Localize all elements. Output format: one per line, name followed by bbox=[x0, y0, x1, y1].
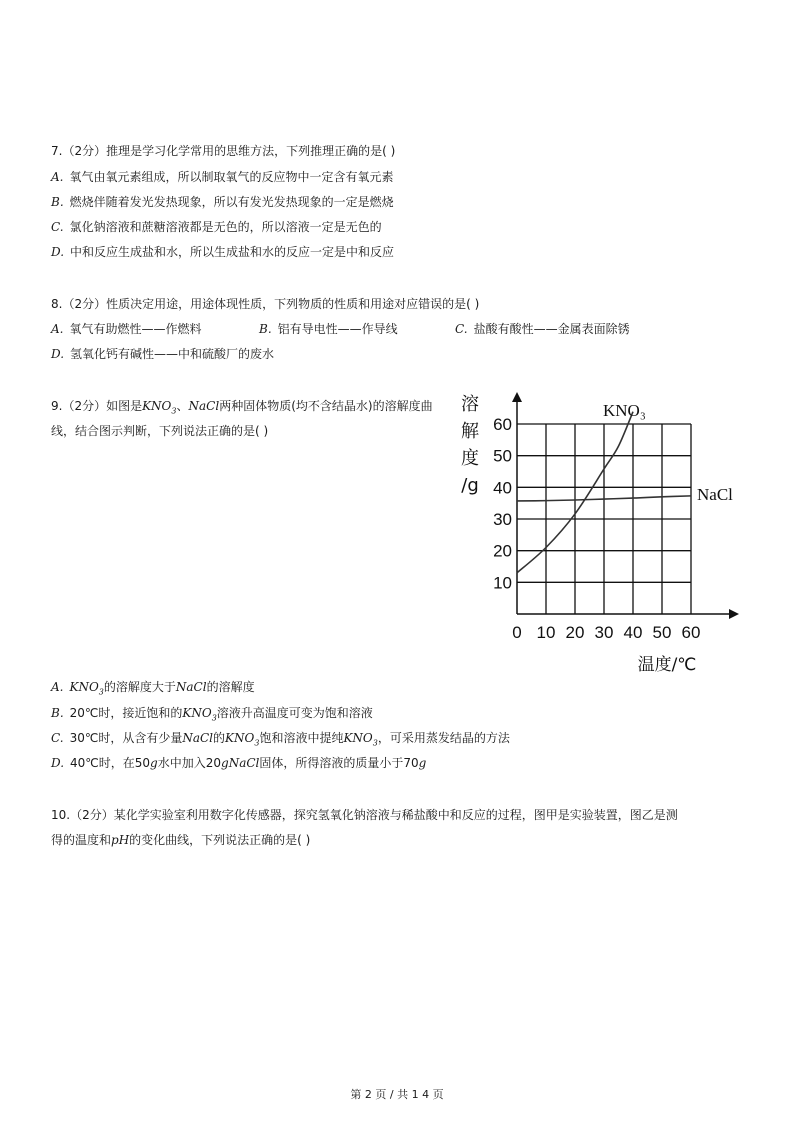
q9-option-a bbox=[51, 679, 255, 700]
y-axis-label-char: 解 bbox=[461, 421, 479, 442]
q10-stem-prefix: 得的温度和 bbox=[51, 833, 112, 847]
x-tick-label: 20 bbox=[565, 623, 585, 642]
option-text: ，可采用蒸发结晶的方法 bbox=[377, 731, 510, 745]
q9-stem-prefix: 9.（2分）如图是 bbox=[51, 399, 143, 413]
nacl-series-label: NaCl bbox=[697, 484, 733, 504]
option-text: 氯化钠溶液和蔗糖溶液都是无色的，所以溶液一定是无色的 bbox=[69, 220, 382, 234]
y-tick-label: 10 bbox=[493, 573, 512, 593]
option-letter: A. bbox=[51, 322, 64, 336]
unit-text: g bbox=[418, 756, 427, 770]
formula-text: gNaCl bbox=[221, 756, 260, 770]
option-letter: D. bbox=[51, 245, 65, 259]
formula-text: NaCl bbox=[175, 680, 207, 694]
separator: 、 bbox=[176, 399, 189, 413]
chart-labels bbox=[461, 394, 733, 675]
x-axis-label: 温度/℃ bbox=[637, 655, 697, 675]
option-letter: C. bbox=[455, 322, 468, 336]
y-axis-label-char: /g bbox=[461, 475, 479, 496]
q10-stem-suffix: 的变化曲线，下列说法正确的是( ) bbox=[129, 833, 311, 847]
q9-option-d bbox=[51, 755, 426, 771]
option-text: 的溶解度 bbox=[206, 680, 255, 694]
formula-subscript: 3 bbox=[98, 687, 104, 697]
option-text: 的 bbox=[213, 731, 226, 745]
formula-subscript: 3 bbox=[211, 713, 217, 723]
y-axis-label-char: 溶 bbox=[461, 394, 479, 415]
y-axis-label-char: 度 bbox=[461, 448, 479, 469]
y-tick-label: 30 bbox=[493, 510, 512, 529]
x-axis-arrow bbox=[729, 609, 739, 619]
q7-option-d bbox=[51, 244, 394, 260]
formula-ph: pH bbox=[111, 833, 130, 847]
x-tick-label: 50 bbox=[652, 623, 672, 642]
q9-stem-line1 bbox=[51, 398, 433, 419]
option-letter: B. bbox=[51, 195, 64, 209]
formula-text: KNO bbox=[225, 731, 255, 745]
page-footer: 第 2 页 / 共 1 4 页 bbox=[350, 1088, 444, 1101]
option-letter: B. bbox=[51, 706, 64, 720]
q10-stem-line1: 10.（2分）某化学实验室利用数字化传感器，探究氢氧化钠溶液与稀盐酸中和反应的过程，图甲是实验装置，图乙是测 bbox=[51, 808, 678, 822]
formula-text: KNO bbox=[182, 706, 212, 720]
option-text: 燃烧伴随着发光发热现象，所以有发光发热现象的一定是燃烧 bbox=[69, 195, 394, 209]
q9-stem-line2: 线，结合图示判断，下列说法正确的是( ) bbox=[51, 424, 269, 438]
q8-options-row bbox=[51, 321, 691, 337]
chart-grid bbox=[517, 424, 691, 614]
y-axis-arrow bbox=[512, 392, 522, 402]
formula-kno3 bbox=[142, 399, 177, 416]
q9-stem-suffix: 两种固体物质(均不含结晶水)的溶解度曲 bbox=[219, 399, 433, 413]
option-text: 20℃时，接近饱和的 bbox=[69, 706, 183, 720]
x-tick-label: 30 bbox=[594, 623, 614, 642]
option-letter: C. bbox=[51, 731, 64, 745]
formula-text: NaCl bbox=[182, 731, 214, 745]
solubility-chart bbox=[455, 388, 755, 688]
q10-stem-line2 bbox=[51, 832, 310, 848]
formula-text: KNO bbox=[142, 399, 172, 413]
y-tick-label: 20 bbox=[493, 541, 512, 561]
q8-option-d bbox=[51, 346, 274, 362]
option-letter: D. bbox=[51, 347, 65, 361]
x-tick-label: 40 bbox=[623, 623, 643, 642]
option-text: 氧气由氧元素组成，所以制取氧气的反应物中一定含有氧元素 bbox=[69, 170, 394, 184]
q7-stem: 7.（2分）推理是学习化学常用的思维方法，下列推理正确的是( ) bbox=[51, 144, 396, 158]
q8-stem: 8.（2分）性质决定用途，用途体现性质，下列物质的性质和用途对应错误的是( ) bbox=[51, 297, 480, 311]
y-tick-label: 40 bbox=[493, 478, 512, 498]
y-tick-label: 50 bbox=[493, 446, 512, 466]
x-tick-label: 10 bbox=[536, 623, 556, 642]
option-text: 铝有导电性——作导线 bbox=[277, 322, 398, 336]
q9-option-c bbox=[51, 730, 510, 751]
option-text: 氢氧化钙有碱性——中和硫酸厂的废水 bbox=[70, 347, 275, 361]
formula-nacl: NaCl bbox=[188, 399, 220, 413]
q7-option-b bbox=[51, 194, 394, 210]
option-text: 溶液升高温度可变为饱和溶液 bbox=[216, 706, 373, 720]
option-letter: D. bbox=[51, 756, 65, 770]
option-text: 盐酸有酸性——金属表面除锈 bbox=[473, 322, 630, 336]
x-tick-label: 60 bbox=[681, 623, 701, 642]
q8-option-c bbox=[455, 321, 630, 337]
formula-text: KNO bbox=[343, 731, 373, 745]
option-letter: C. bbox=[51, 220, 64, 234]
q8-option-a bbox=[51, 321, 202, 337]
formula-subscript: 3 bbox=[372, 738, 378, 748]
option-text: 的溶解度大于 bbox=[103, 680, 176, 694]
option-letter: B. bbox=[259, 322, 272, 336]
option-text: 水中加入20 bbox=[157, 756, 222, 770]
formula-subscript: 3 bbox=[254, 738, 260, 748]
option-letter: A. bbox=[51, 170, 64, 184]
formula-text: KNO bbox=[69, 680, 99, 694]
x-tick-label: 0 bbox=[512, 623, 522, 642]
q7-option-a bbox=[51, 169, 394, 185]
option-text: 饱和溶液中提纯 bbox=[259, 731, 344, 745]
option-text: 氧气有助燃性——作燃料 bbox=[69, 322, 202, 336]
kno3-series-label: KNO₃ bbox=[603, 401, 646, 420]
option-text: 固体，所得溶液的质量小于70 bbox=[259, 756, 419, 770]
unit-text: g bbox=[150, 756, 158, 770]
option-text: 中和反应生成盐和水，所以生成盐和水的反应一定是中和反应 bbox=[70, 245, 395, 259]
q9-option-b bbox=[51, 705, 373, 726]
q8-option-b bbox=[259, 321, 398, 337]
q7-option-c bbox=[51, 219, 382, 235]
option-text: 30℃时，从含有少量 bbox=[69, 731, 183, 745]
formula-subscript: 3 bbox=[171, 406, 177, 416]
option-letter: A. bbox=[51, 680, 64, 694]
y-tick-label: 60 bbox=[493, 415, 512, 434]
option-text: 40℃时，在50 bbox=[70, 756, 151, 770]
